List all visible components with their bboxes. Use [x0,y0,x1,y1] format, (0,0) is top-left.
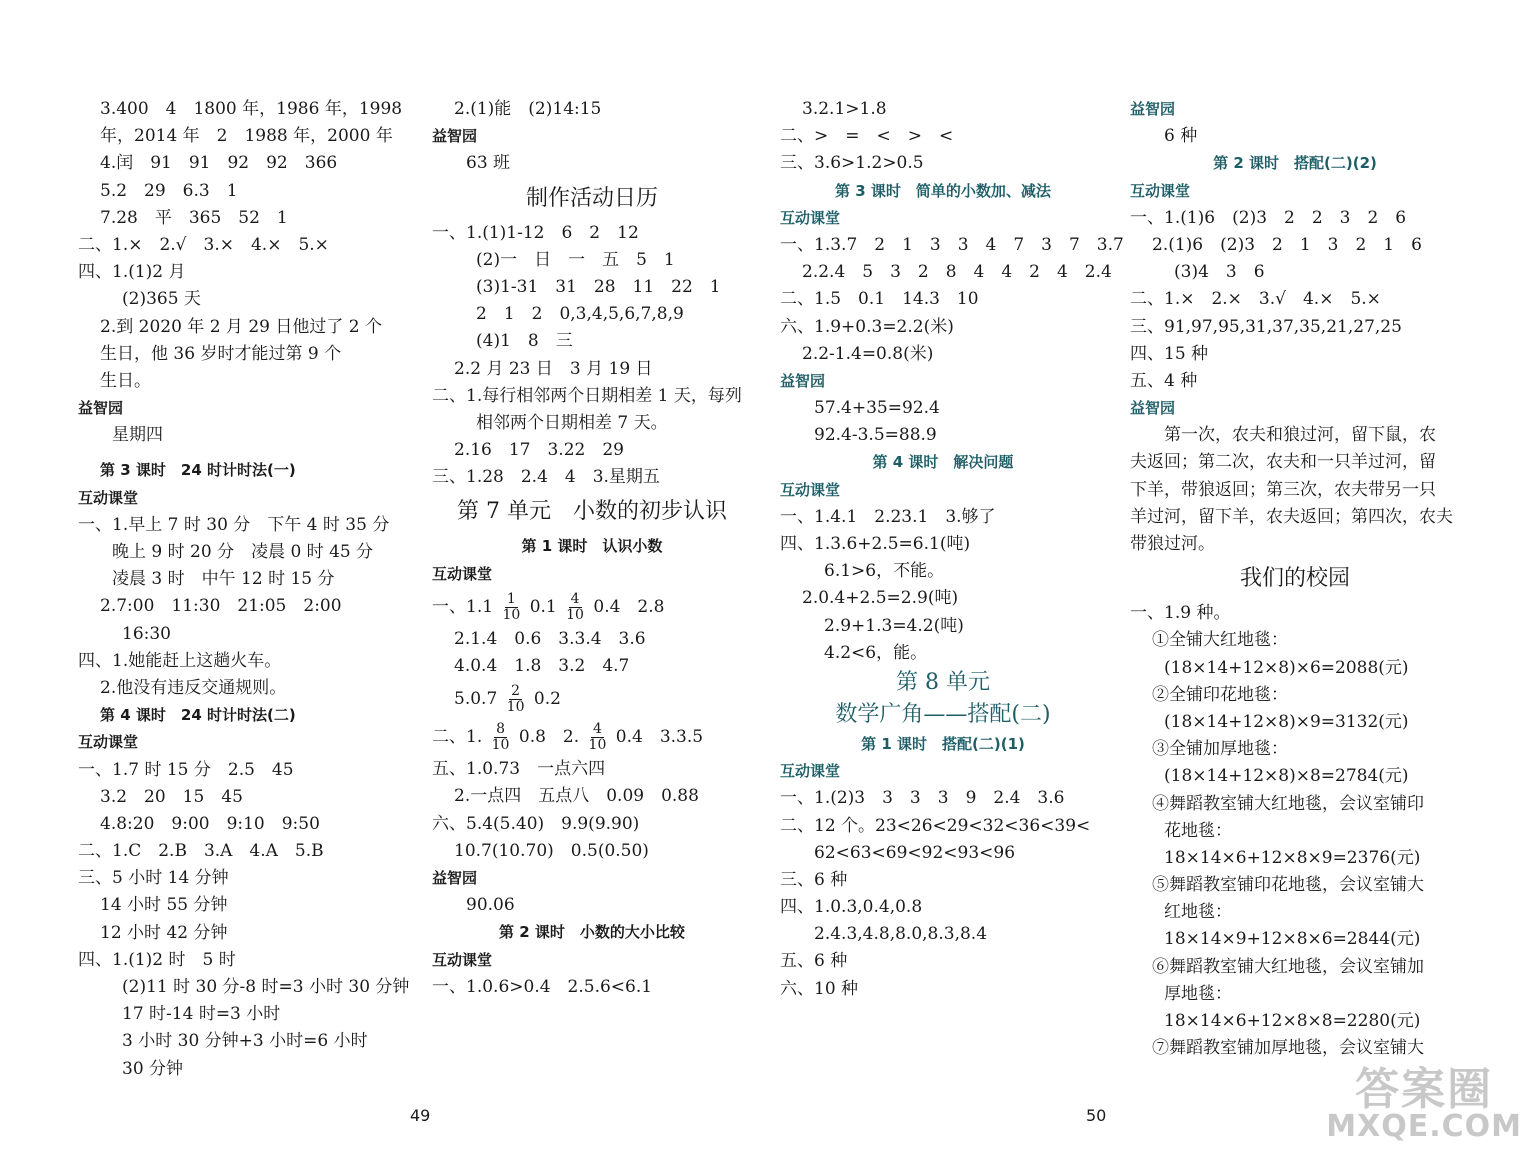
answer-line: 17 时-14 时=3 小时 [122,1004,281,1025]
answer-line: 2.他没有违反交通规则。 [100,677,287,698]
answer-line: 二、1.× 2.× 3.√ 4.× 5.× [1130,289,1381,310]
answer-line: 生日。 [100,370,151,391]
answer-line: 下羊，带狼返回；第三次，农夫带另一只 [1130,479,1436,500]
answer-line: 18×14×6+12×8×9=2376(元) [1164,847,1421,868]
answer-line: 一、1.3.7 2 1 3 3 4 7 3 7 3.7 [780,234,1124,255]
answer-line: 二、1.5 0.1 14.3 10 [780,289,979,310]
answer-line: 五、4 种 [1130,370,1198,391]
answer-line: ⑦舞蹈教室铺加厚地毯，会议室铺大 [1152,1038,1424,1059]
answer-line: 2.9+1.3=4.2(吨) [824,615,964,636]
answer-line: 四、1.0.3,0.4,0.8 [780,897,923,918]
answer-line: ④舞蹈教室铺大红地毯，会议室铺印 [1152,793,1424,814]
answer-line: 10.7(10.70) 0.5(0.50) [454,840,649,861]
answer-line: 2.2-1.4=0.8(米) [802,343,934,364]
answer-line: 2.0.4+2.5=2.9(吨) [802,588,959,609]
lesson-title: 第 1 课时 搭配(二)(1) [861,734,1025,753]
answer-line: 凌晨 3 时 中午 12 时 15 分 [112,569,335,590]
answer-line: 三、1.28 2.4 4 3.星期五 [432,467,660,488]
column-4 [1130,96,1460,1062]
answer-line: 二、> = < > < [780,126,954,147]
answer-line: 二、1.C 2.B 3.A 4.A 5.B [78,841,324,862]
column-1 [78,96,410,1083]
answer-line: (18×14+12×8)×9=3132(元) [1164,711,1409,732]
section-label: 互动课堂 [432,950,493,969]
answer-line: 5.2 29 6.3 1 [100,180,238,201]
lesson-title: 第 4 课时 24 时计时法(二) [100,706,296,725]
answer-line: 一、1.(1)6 (2)3 2 2 3 2 6 [1130,207,1407,228]
answer-line: 18×14×6+12×8×8=2280(元) [1164,1011,1421,1031]
answer-line: 2.(1)能 (2)14:15 [454,99,602,119]
answer-line: (2)365 天 [122,289,201,310]
answer-line: 三、5 小时 14 分钟 [78,868,229,889]
lesson-title: 第 2 课时 小数的大小比较 [499,923,685,942]
answer-line: ⑥舞蹈教室铺大红地毯，会议室铺加 [1152,956,1424,977]
section-label: 益智园 [432,868,478,887]
answer-line: 花地毯： [1164,820,1232,841]
section-label: 益智园 [780,371,826,390]
fraction: $\frac{4}{10}$ [566,590,584,623]
section-label: 益智园 [78,399,124,418]
answer-line: 厚地毯： [1164,983,1232,1004]
answer-line: 14 小时 55 分钟 [100,895,228,916]
unit-subtitle: 数学广角——搭配(二) [835,701,1051,727]
answer-line: 2.7:00 11:30 21:05 2:00 [100,596,342,617]
answer-line: 12 小时 42 分钟 [100,922,228,943]
answer-line: 三、6 种 [780,869,848,890]
answer-line: 18×14×9+12×8×6=2844(元) [1164,929,1421,950]
answer-line: 四、1.3.6+2.5=6.1(吨) [780,534,971,554]
answer-line: 30 分钟 [122,1058,184,1079]
fraction: $\frac{2}{10}$ [506,683,525,716]
answer-line: 63 班 [466,153,511,174]
lesson-title: 第 3 课时 24 时计时法(一) [100,461,296,480]
section-label: 互动课堂 [432,564,493,583]
answer-line: 四、1.(1)2 时 5 时 [78,949,236,970]
section-label: 益智园 [432,127,478,146]
answer-line: 星期四 [112,425,163,446]
answer-line: 3.2.1>1.8 [802,99,887,119]
answer-line: 3 小时 30 分钟+3 小时=6 小时 [122,1031,368,1052]
answer-line: 4.0.4 1.8 3.2 4.7 [454,656,630,676]
answer-line: 2.2 月 23 日 3 月 19 日 [454,358,653,379]
answer-line: 年，2014 年 2 1988 年，2000 年 [100,126,393,147]
answer-line: 一、1.7 时 15 分 2.5 45 [78,759,294,780]
answer-line: 六、1.9+0.3=2.2(米) [780,316,954,337]
answer-line: (2)11 时 30 分-8 时=3 小时 30 分钟 [122,977,410,997]
answer-line: 六、10 种 [780,978,859,999]
answer-line: 2.4.3,4.8,8.0,8.3,8.4 [814,924,988,945]
column-2 [432,96,752,1001]
lesson-title: 第 3 课时 简单的小数加、减法 [835,181,1051,200]
answer-line: 90.06 [466,895,515,916]
unit-title: 第 8 单元 [896,669,990,695]
answer-line: 羊过河，留下羊，农夫返回；第四次，农夫 [1130,506,1453,527]
answer-line: (2)一 日 一 五 5 1 [476,249,675,270]
answer-line: 2.16 17 3.22 29 [454,440,624,461]
answer-line: 三、91,97,95,31,37,35,21,27,25 [1130,316,1402,337]
section-label: 互动课堂 [780,208,841,227]
answer-line: 红地毯： [1164,902,1232,923]
answer-line: 晚上 9 时 20 分 凌晨 0 时 45 分 [112,542,374,562]
answer-line: 四、1.(1)2 月 [78,262,186,283]
section-label: 互动课堂 [78,733,139,752]
lesson-title: 第 1 课时 认识小数 [521,537,663,556]
answer-line: 生日，他 36 岁时才能过第 9 个 [100,343,342,364]
answer-line: 一、1.(2)3 3 3 3 9 2.4 3.6 [780,788,1065,809]
section-label: 益智园 [1130,399,1176,418]
answer-line: 三、3.6>1.2>0.5 [780,153,924,174]
answer-line: 夫返回；第二次，农夫和一只羊过河，留 [1130,452,1436,473]
answer-line: 4.2<6，能。 [824,642,928,663]
answer-line: 五、1.0.73 一点六四 [432,759,606,780]
answer-line: 六、5.4(5.40) 9.9(9.90) [432,813,640,834]
section-title: 我们的校园 [1239,566,1350,592]
answer-line: 二、1.× 2.√ 3.× 4.× 5.× [78,234,329,255]
answer-line: 2.2.4 5 3 2 8 4 4 2 4 2.4 [802,262,1112,283]
column-3 [780,96,1124,1003]
answer-line: 二、12 个。23<26<29<32<36<39< [780,815,1091,836]
answer-line: 一、1.1 $\frac{1}{10}$ 0.1 $\frac{4}{10}$ 0.4 2.8 [432,590,665,623]
answer-line: ①全铺大红地毯： [1152,630,1288,651]
answer-line: 3.400 4 1800 年，1986 年，1998 [100,99,403,119]
watermark-logo: 答案圈 MXQE.COM [1326,1064,1522,1144]
answer-line: 3.2 20 15 45 [100,786,243,807]
answer-line: ③全铺加厚地毯： [1152,739,1288,760]
fraction: $\frac{8}{10}$ [491,721,510,754]
unit-title: 第 7 单元 小数的初步认识 [457,499,727,525]
answer-line: 二、1.每行相邻两个日期相差 1 天，每列 [432,385,742,406]
fraction: $\frac{4}{10}$ [588,721,607,754]
answer-line: 带狼过河。 [1130,534,1215,554]
answer-line: (3)1-31 31 28 11 22 1 [476,276,721,297]
answer-line: 五、6 种 [780,951,848,972]
answer-line: 5.0.7 $\frac{2}{10}$ 0.2 [454,683,561,716]
answer-line: 2.(1)6 (2)3 2 1 3 2 1 6 [1152,234,1422,255]
answer-line: 一、1.9 种。 [1130,603,1231,624]
answer-line: 四、15 种 [1130,343,1209,364]
section-label: 互动课堂 [78,488,139,507]
section-label: 益智园 [1130,100,1176,118]
answer-line: 2.到 2020 年 2 月 29 日他过了 2 个 [100,316,382,337]
answer-line: 16:30 [122,623,171,644]
answer-line: 相邻两个日期相差 7 天。 [476,412,668,433]
answer-line: 7.28 平 365 52 1 [100,207,288,228]
answer-line: (18×14+12×8)×8=2784(元) [1164,766,1409,787]
answer-line: 2.1.4 0.6 3.3.4 3.6 [454,628,646,649]
answer-line: 一、1.早上 7 时 30 分 下午 4 时 35 分 [78,514,390,535]
answer-line: 第一次，农夫和狼过河，留下鼠，农 [1164,425,1436,446]
section-label: 互动课堂 [780,480,841,499]
answer-line: 6.1>6，不能。 [824,561,945,582]
fraction: $\frac{1}{10}$ [502,590,521,623]
answer-line: (3)4 3 6 [1174,262,1265,283]
section-title: 制作活动日历 [525,185,658,211]
answer-line: ②全铺印花地毯： [1152,684,1288,705]
answer-line: 92.4-3.5=88.9 [814,425,937,446]
answer-line: 2 1 2 0,3,4,5,6,7,8,9 [476,304,684,325]
page-number-left: 49 [410,1106,431,1125]
answer-line: 62<63<69<92<93<96 [814,842,1016,863]
answer-line: 2.一点四 五点八 0.09 0.88 [454,786,699,807]
lesson-title: 第 4 课时 解决问题 [872,453,1014,472]
answer-line: 二、1. $\frac{8}{10}$ 0.8 2. $\frac{4}{10}$ 0.4 3.3.5 [432,721,704,754]
answer-line: 4.闰 91 91 92 92 366 [100,153,338,174]
answer-line: 一、1.4.1 2.23.1 3.够了 [780,506,996,527]
answer-line: ⑤舞蹈教室铺印花地毯，会议室铺大 [1152,875,1424,896]
answer-line: 57.4+35=92.4 [814,398,940,419]
answer-line: 一、1.(1)1-12 6 2 12 [432,222,639,243]
answer-line: (4)1 8 三 [476,331,573,352]
answer-line: 4.8:20 9:00 9:10 9:50 [100,813,320,834]
lesson-title: 第 2 课时 搭配(二)(2) [1213,154,1377,173]
section-label: 互动课堂 [780,762,841,781]
page-number-right: 50 [1086,1106,1107,1125]
section-label: 互动课堂 [1130,181,1191,200]
answer-line: 一、1.0.6>0.4 2.5.6<6.1 [432,976,653,997]
answer-line: 6 种 [1164,126,1198,147]
answer-line: 四、1.她能赶上这趟火车。 [78,650,282,671]
answer-line: (18×14+12×8)×6=2088(元) [1164,657,1409,678]
